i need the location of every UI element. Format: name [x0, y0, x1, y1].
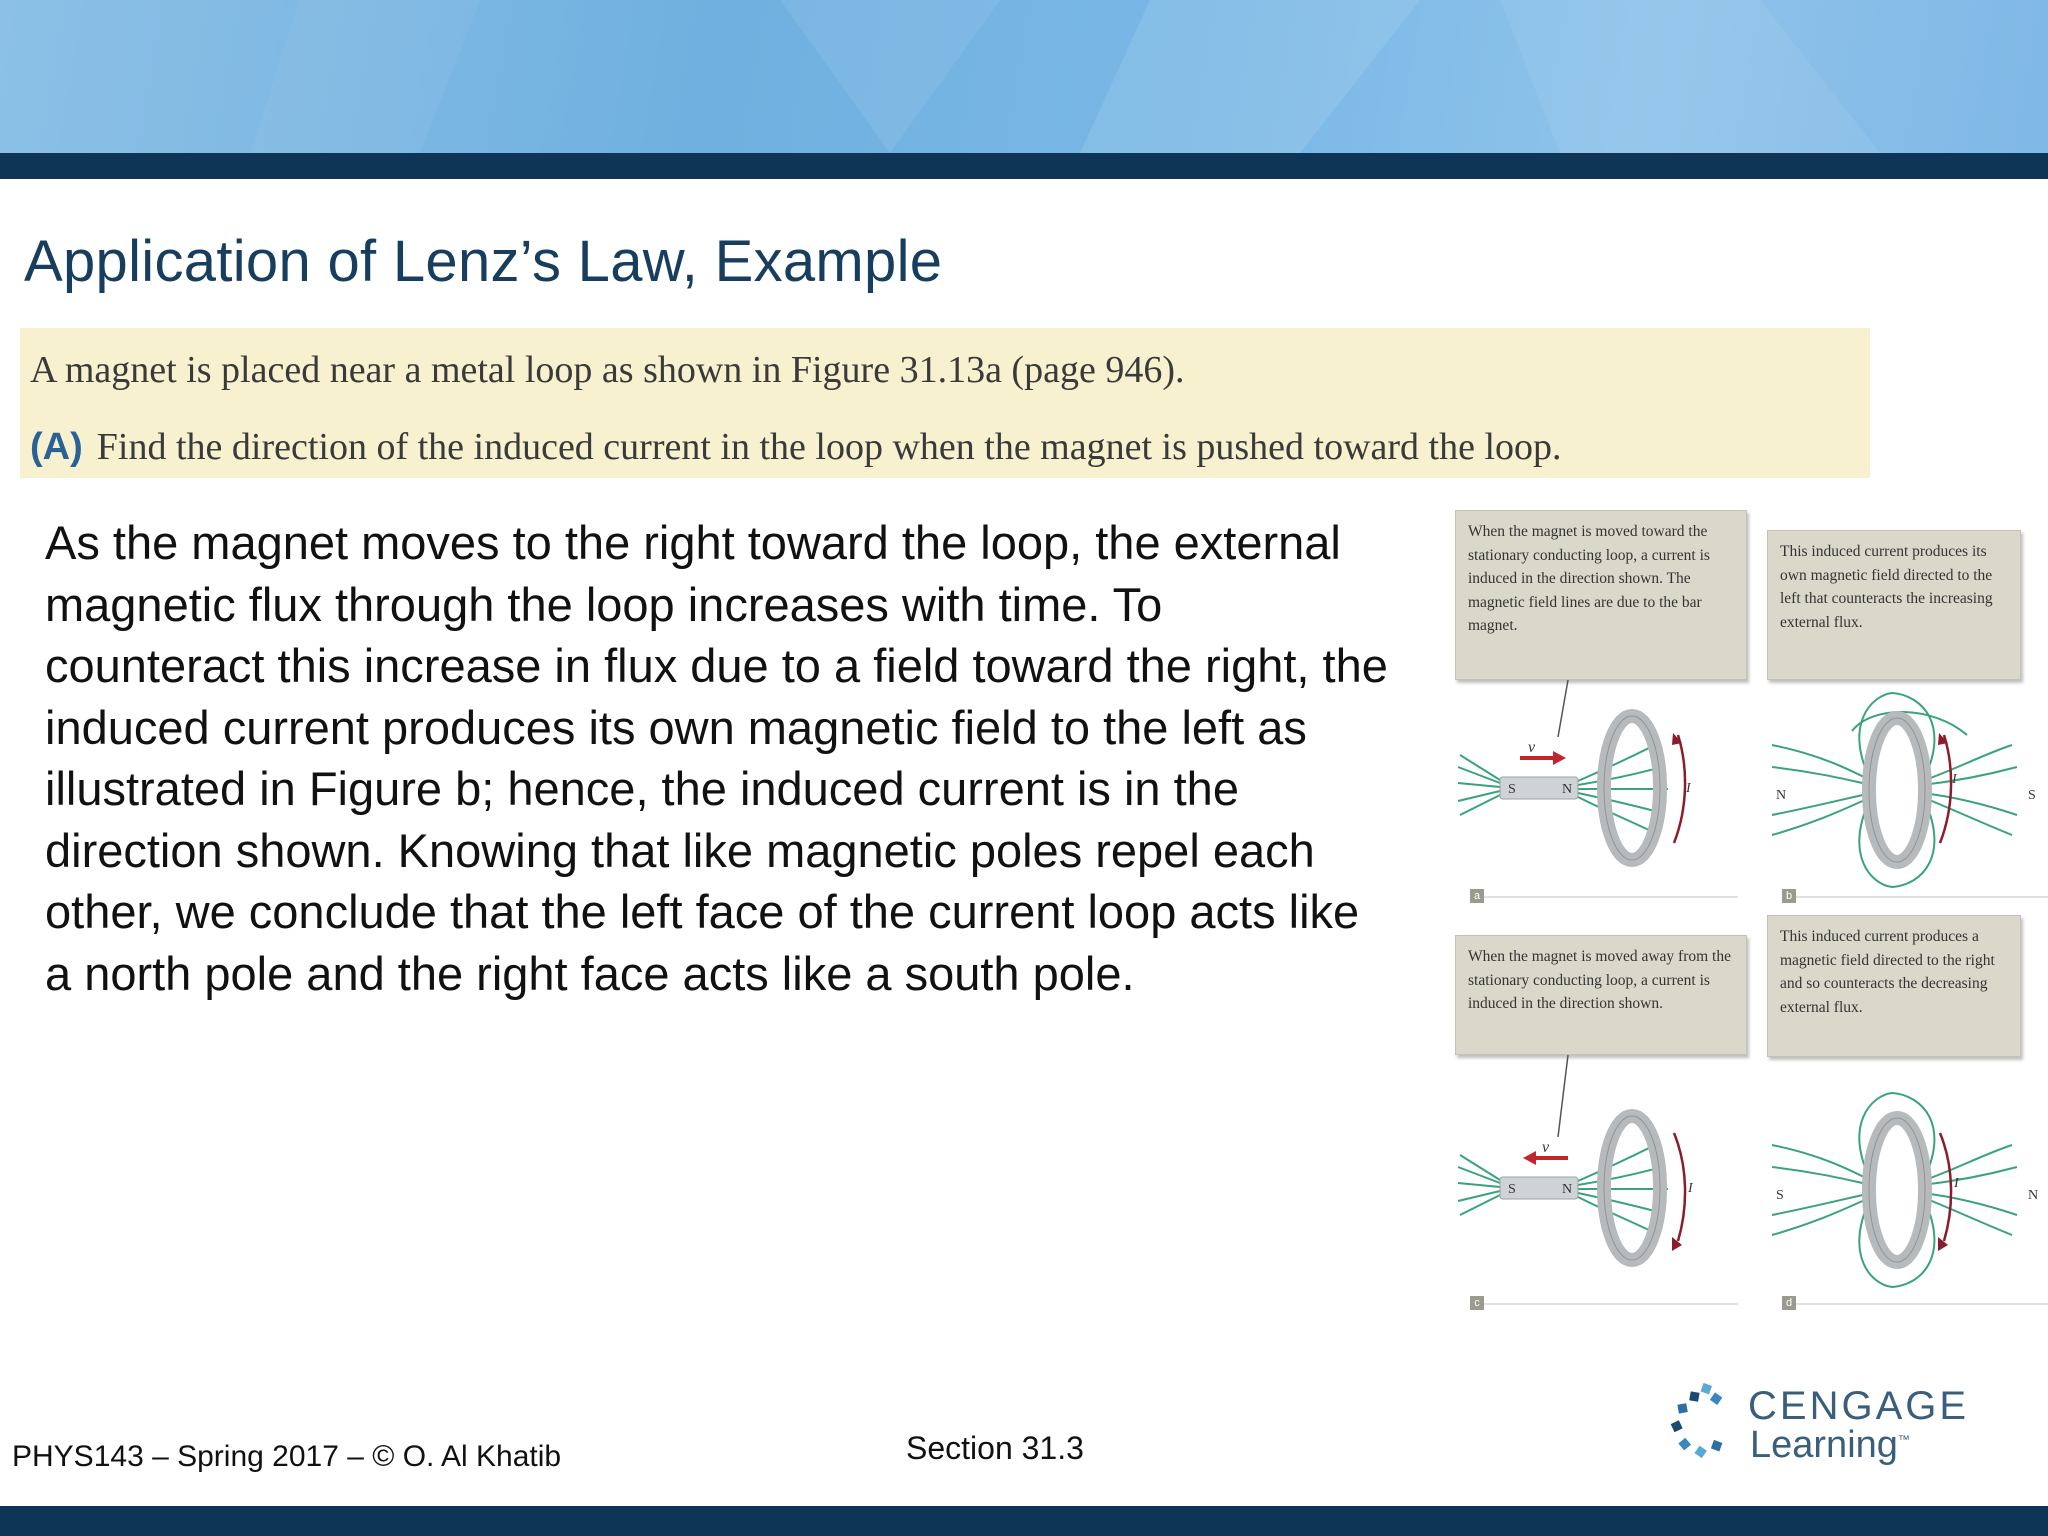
panel-c-current-label: I [1688, 1181, 1693, 1196]
header-rule [0, 153, 2048, 179]
logo-learning-text: Learning [1750, 1424, 1898, 1466]
problem-statement: A magnet is placed near a metal loop as shown in Figure 31.13a (page 946). [30, 349, 1185, 391]
panel-b-rule [1782, 896, 2048, 898]
panel-a-rule [1470, 896, 1738, 898]
panel-b-current-label: I [1952, 772, 1957, 787]
footer-course: PHYS143 – Spring 2017 – © O. Al Khatib [12, 1440, 562, 1473]
logo-word-learning [1750, 1424, 1910, 1467]
panel-d-caption: This induced current produces a magnetic field directed to the right and so counteracts the decreasing external flux. [1767, 915, 2021, 1057]
panel-b-pole-s: S [2028, 788, 2036, 803]
figure-panel-b [1762, 505, 2048, 915]
panel-c-velocity-label: v⃗ [1542, 1139, 1562, 1156]
lenz-figure [1450, 505, 2039, 1325]
panel-d-pole-s: S [1776, 1188, 1784, 1203]
slide-title: Application of Lenz’s Law, Example [24, 229, 943, 294]
panel-d-current-label: I [1954, 1176, 1959, 1191]
footer-section: Section 31.3 [906, 1430, 1084, 1466]
explanation-text: As the magnet moves to the right toward the loop, the external magnetic flux through the loop increases with time. To counteract this increase in flux due to a field toward the right, the induced current produces its own magnetic field to the left as illustrated in Figure b; hence, the induced current is in the direction shown. Knowing that like magnetic poles repel each other, we conclude that the left face of the current loop acts like a north pole and the right face acts like a south pole. [45, 516, 1388, 1000]
problem-part-a [30, 425, 1562, 469]
panel-a-current-label: I [1686, 781, 1691, 796]
panel-a-pole-s: S [1508, 782, 1516, 797]
panel-b-caption: This induced current produces its own magnetic field directed to the left that counteracts the increasing external flux. [1767, 530, 2021, 680]
figure-panel-c [1450, 915, 1740, 1325]
banner-pattern [0, 0, 2048, 153]
panel-a-label: a [1470, 889, 1484, 903]
panel-a-velocity-label: v⃗ [1528, 739, 1548, 756]
panel-d-drawing [1762, 915, 2048, 1325]
panel-a-pole-n: N [1562, 782, 1573, 797]
panel-d-pole-n: N [2028, 1188, 2039, 1203]
panel-c-caption: When the magnet is moved away from the stationary conducting loop, a current is induced in the direction shown. [1455, 935, 1747, 1055]
panel-c-rule [1470, 1303, 1738, 1305]
footer-rule [0, 1506, 2048, 1536]
panel-b-drawing [1762, 505, 2048, 915]
panel-c-pole-n: N [1562, 1182, 1573, 1197]
figure-panel-a [1450, 505, 1740, 915]
figure-panel-d [1762, 915, 2048, 1325]
logo-trademark: ™ [1897, 1432, 1910, 1447]
panel-b-pole-n: N [1776, 788, 1787, 803]
cengage-mark-icon [1662, 1382, 1742, 1472]
panel-c-pole-s: S [1508, 1182, 1516, 1197]
panel-c-label: c [1470, 1296, 1484, 1310]
logo-word-cengage: CENGAGE [1748, 1384, 1970, 1428]
panel-d-label: d [1782, 1296, 1796, 1310]
header-banner [0, 0, 2048, 153]
panel-a-drawing [1450, 505, 1740, 915]
part-text: Find the direction of the induced current in the loop when the magnet is pushed toward the loop. [96, 426, 1562, 468]
panel-d-rule [1782, 1303, 2048, 1305]
problem-box [20, 328, 1870, 478]
panel-a-caption: When the magnet is moved toward the stationary conducting loop, a current is induced in the direction shown. The magnetic field lines are due to the bar magnet. [1455, 510, 1747, 680]
panel-b-label: b [1782, 889, 1796, 903]
part-label: (A) [30, 426, 83, 468]
cengage-logo [1662, 1382, 1970, 1472]
panel-c-drawing [1450, 915, 1740, 1325]
